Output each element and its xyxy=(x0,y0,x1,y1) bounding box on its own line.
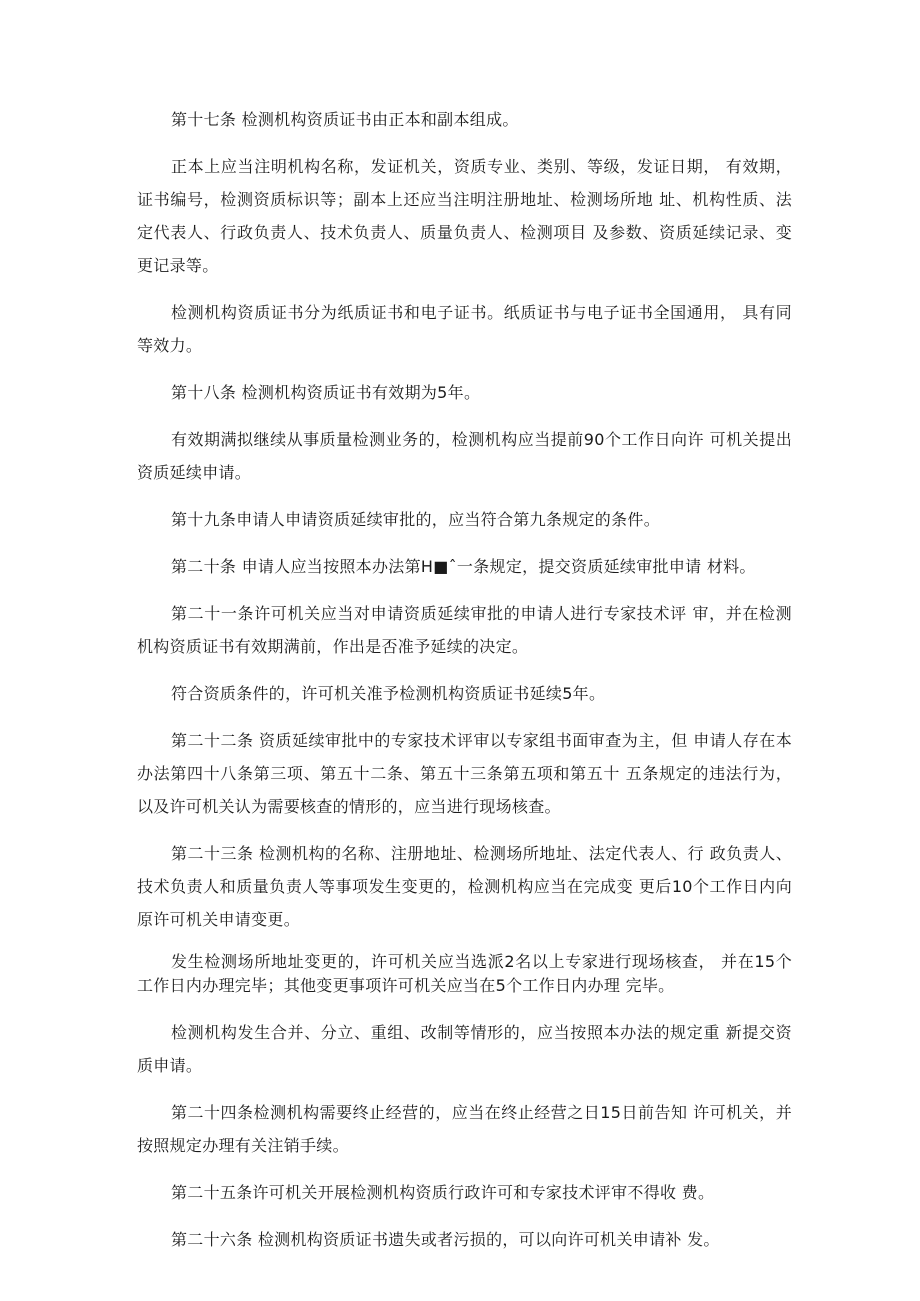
paragraph-renewal-5-years: 符合资质条件的，许可机关准予检测机构资质证书延续5年。 xyxy=(171,684,606,703)
paragraph-article-22: 第二十二条 资质延续审批中的专家技术评审以专家组书面审查为主，但 申请人存在本办法第四十八条第三项、第五十二条、第五十三条第五项和第五十 五条规定的违法行为，以及许可机关认为需要核查的情形的，应当进行现场核查。 xyxy=(137,731,792,816)
paragraph-article-26: 第二十六条 检测机构资质证书遗失或者污损的，可以向许可机关申请补 发。 xyxy=(171,1230,720,1249)
paragraph-article-19: 第十九条申请人申请资质延续审批的，应当符合第九条规定的条件。 xyxy=(171,510,661,529)
paragraph-address-change: 发生检测场所地址变更的，许可机关应当选派2名以上专家进行现场核查， 并在15个工作日内办理完毕；其他变更事项许可机关应当在5个工作日内办理 完毕。 xyxy=(137,952,792,995)
paragraph-article-23: 第二十三条 检测机构的名称、注册地址、检测场所地址、法定代表人、行 政负责人、技术负责人和质量负责人等事项发生变更的，检测机构应当在完成变 更后10个工作日内向原许可机关申请变更。 xyxy=(137,844,792,929)
paragraph-article-21: 第二十一条许可机关应当对申请资质延续审批的申请人进行专家技术评 审，并在检测机构资质证书有效期满前，作出是否准予延续的决定。 xyxy=(137,604,792,656)
paragraph-paper-electronic: 检测机构资质证书分为纸质证书和电子证书。纸质证书与电子证书全国通用， 具有同等效力。 xyxy=(137,303,792,355)
paragraph-certificate-original-copy: 正本上应当注明机构名称，发证机关，资质专业、类别、等级，发证日期， 有效期，证书编号，检测资质标识等；副本上还应当注明注册地址、检测场所地 址、机构性质、法定代表人、行政负责人、技术负责人、质量负责人、检测项目 及参数、资质延续记录、变更记录等。 xyxy=(137,157,792,275)
paragraph-article-24: 第二十四条检测机构需要终止经营的，应当在终止经营之日15日前告知 许可机关，并按照规定办理有关注销手续。 xyxy=(137,1103,792,1155)
paragraph-article-18: 第十八条 检测机构资质证书有效期为5年。 xyxy=(171,383,481,402)
paragraph-article-20: 第二十条 申请人应当按照本办法第H■ˆ一条规定，提交资质延续审批申请 材料。 xyxy=(171,557,756,576)
paragraph-article-25: 第二十五条许可机关开展检测机构资质行政许可和专家技术评审不得收 费。 xyxy=(171,1183,715,1202)
paragraph-renewal-application: 有效期满拟继续从事质量检测业务的，检测机构应当提前90个工作日向许 可机关提出资质延续申请。 xyxy=(137,430,792,482)
paragraph-merger: 检测机构发生合并、分立、重组、改制等情形的，应当按照本办法的规定重 新提交资质申请。 xyxy=(137,1023,792,1075)
paragraph-article-17: 第十七条 检测机构资质证书由正本和副本组成。 xyxy=(171,110,519,129)
